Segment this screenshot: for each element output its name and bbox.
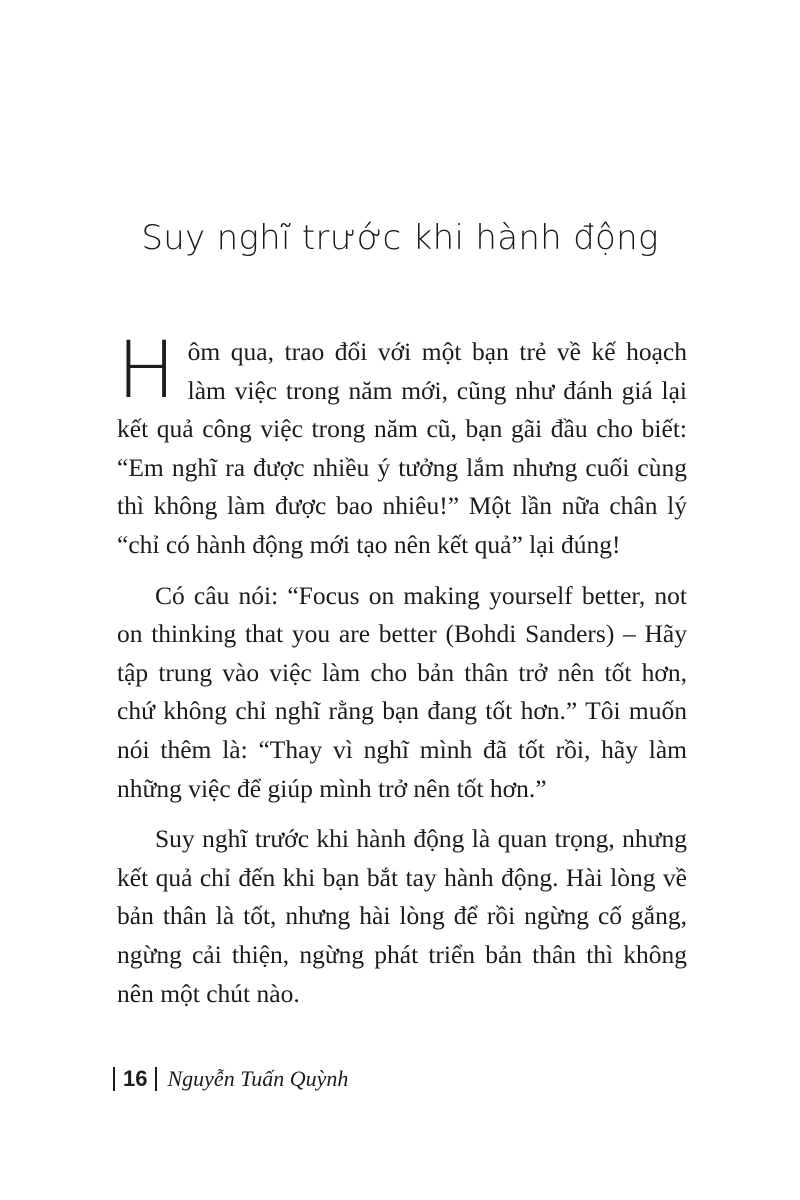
paragraph-1 (117, 326, 687, 565)
paragraph-1-text: ôm qua, trao đổi với một bạn trẻ về kế hoạch làm việc trong năm mới, cũng như đánh giá lại kết quả công việc trong năm cũ, bạn gãi đầu cho biết: “Em nghĩ ra được nhiều ý tưởng lắm nhưng cuối cùng thì không làm được bao nhiêu!” Một lần nữa chân lý “chỉ có hành động mới tạo nên kết quả” lại đúng! (117, 337, 687, 559)
paragraph-2: Có câu nói: “Focus on making yourself better, not on thinking that you are better (Bohdi Sanders) – Hãy tập trung vào việc làm cho bản thân trở nên tốt hơn, chứ không chỉ nghĩ rằng bạn đang tốt hơn.” Tôi muốn nói thêm là: “Thay vì nghĩ mình đã tốt rồi, hãy làm những việc để giúp mình trở nên tốt hơn.” (117, 580, 687, 803)
footer-divider-right (155, 1067, 157, 1091)
paragraph-3: Suy nghĩ trước khi hành động là quan trọng, nhưng kết quả chỉ đến khi bạn bắt tay hành động. Hài lòng về bản thân là tốt, nhưng hài lòng để rồi ngừng cố gắng, ngừng cải thiện, ngừng phát triển bản thân thì không nên một chút nào. (117, 824, 687, 1008)
page-number: 16 (123, 1066, 148, 1091)
chapter-title: Suy nghĩ trước khi hành động (141, 218, 659, 258)
drop-cap: H (117, 326, 176, 416)
footer-divider-left (113, 1067, 115, 1091)
body-text (117, 326, 687, 1025)
page-footer (113, 1066, 348, 1092)
author-name: Nguyễn Tuấn Quỳnh (167, 1066, 349, 1091)
